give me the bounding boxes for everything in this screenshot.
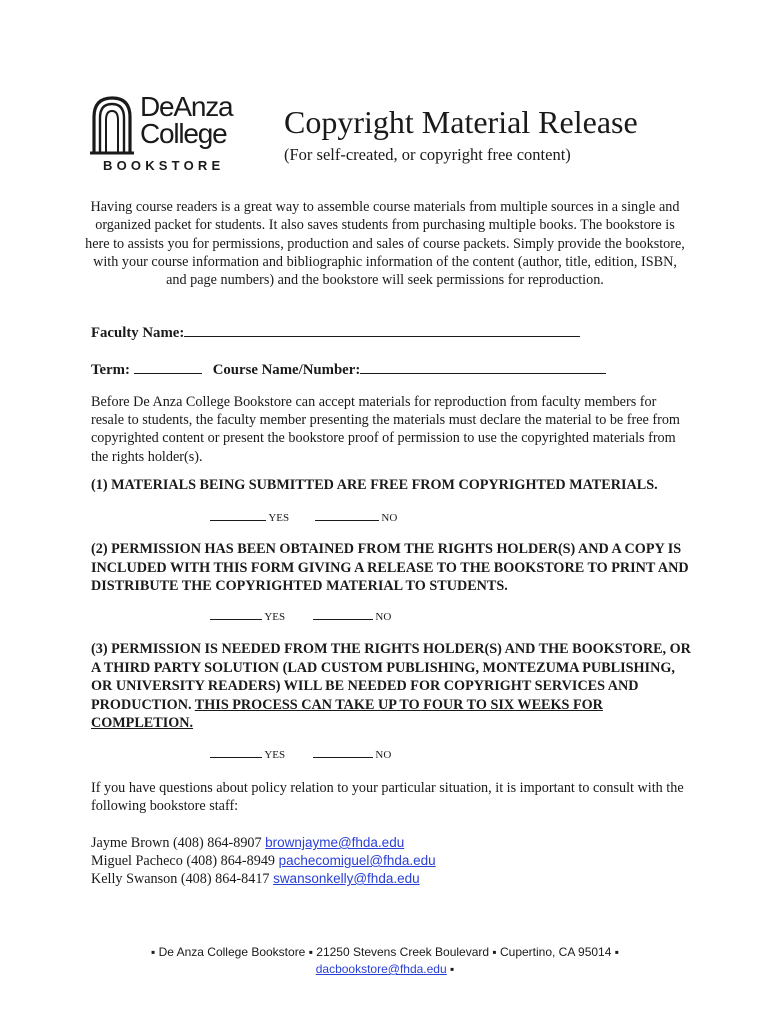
section-2-no-label: NO	[375, 611, 392, 623]
term-field[interactable]	[134, 360, 202, 374]
logo-text-college: College	[140, 118, 227, 149]
section-2-no-field[interactable]	[313, 610, 373, 620]
section-3-no-label: NO	[375, 749, 392, 761]
term-label: Term:	[91, 362, 130, 378]
section-3-emphasis: THIS PROCESS CAN TAKE UP TO FOUR TO SIX WEEKS FOR COMPLETION.	[91, 696, 603, 731]
staff-contact-row	[91, 834, 404, 852]
section-3-statement	[91, 640, 691, 733]
footer-email-link[interactable]: dacbookstore@fhda.edu	[315, 962, 447, 976]
logo-text-deanza: DeAnza	[140, 91, 233, 122]
section-3-text: (3) PERMISSION IS NEEDED FROM THE RIGHTS HOLDER(S) AND THE BOOKSTORE, OR A THIRD PARTY SOLUTION (LAD CUSTOM PUBLISHING, MONTEZUMA PUBLISHING, OR UNIVERSITY READERS) WILL BE NEEDED FOR COPYRIGHT SERVICES AND PRODUCTION.	[91, 641, 691, 713]
section-1-yes-label: YES	[268, 512, 290, 524]
footer-bullet: ▪	[446, 962, 455, 976]
archway-icon	[90, 95, 134, 155]
section-1-yes-no	[210, 511, 397, 524]
staff-name-phone: Miguel Pacheco (408) 864-8949	[91, 853, 279, 869]
course-field[interactable]	[360, 360, 606, 374]
page-subtitle: (For self-created, or copyright free content)	[284, 145, 571, 164]
page-title: Copyright Material Release	[284, 104, 638, 140]
footer-email-row	[0, 961, 770, 978]
policy-paragraph: Before De Anza College Bookstore can accept materials for reproduction from faculty members for resale to students, the faculty member presenting the materials must declare the material to be free from copyrighted content or present the bookstore proof of permission to use the copyrighted materials from the rights holder(s).	[91, 394, 680, 465]
staff-name-phone: Jayme Brown (408) 864-8907	[91, 835, 266, 851]
section-1-no-label: NO	[381, 512, 398, 524]
section-3-yes-no	[210, 748, 391, 761]
staff-email-link[interactable]: pachecomiguel@fhda.edu	[278, 853, 436, 868]
section-2-yes-label: YES	[264, 611, 286, 623]
staff-contact-row	[91, 870, 420, 888]
section-2-statement: (2) PERMISSION HAS BEEN OBTAINED FROM THE RIGHTS HOLDER(S) AND A COPY IS INCLUDED WITH THIS FORM GIVING A RELEASE TO THE BOOKSTORE TO PRINT AND DISTRIBUTE THE COPYRIGHTED MATERIAL TO STUDENTS.	[91, 541, 689, 594]
section-1-yes-field[interactable]	[210, 511, 266, 521]
page-footer	[0, 944, 770, 978]
section-1-statement: (1) MATERIALS BEING SUBMITTED ARE FREE FROM COPYRIGHTED MATERIALS.	[91, 477, 658, 493]
faculty-name-label: Faculty Name:	[91, 325, 185, 341]
course-label: Course Name/Number:	[212, 362, 361, 378]
term-course-row	[91, 360, 606, 379]
section-1-no-field[interactable]	[315, 511, 379, 521]
footer-address: ▪ De Anza College Bookstore ▪ 21250 Stevens Creek Boulevard ▪ Cupertino, CA 95014 ▪	[151, 945, 619, 959]
logo-text-bookstore: BOOKSTORE	[103, 158, 225, 173]
section-3-no-field[interactable]	[313, 748, 373, 758]
staff-email-link[interactable]: brownjayme@fhda.edu	[265, 835, 405, 850]
de-anza-college-bookstore-logo	[90, 91, 250, 175]
staff-email-link[interactable]: swansonkelly@fhda.edu	[273, 871, 420, 886]
staff-contact-row	[91, 852, 436, 870]
faculty-name-row	[91, 323, 580, 342]
section-2-yes-no	[210, 610, 391, 623]
intro-paragraph: Having course readers is a great way to assemble course materials from multiple sources in a single and organized packet for students. It also saves students from purchasing multiple books. The bookstore is here to assists you for permissions, production and sales of course packets. Simply provide the bookstore, with your course information and bibliographic information of the content (author, title, edition, ISBN, and page numbers) and the bookstore will seek permissions for reproduction.	[85, 199, 685, 289]
section-2-yes-field[interactable]	[210, 610, 262, 620]
questions-paragraph: If you have questions about policy relation to your particular situation, it is important to consult with the following bookstore staff:	[91, 780, 684, 815]
section-3-yes-field[interactable]	[210, 748, 262, 758]
staff-name-phone: Kelly Swanson (408) 864-8417	[91, 871, 274, 887]
faculty-name-field[interactable]	[184, 323, 580, 337]
section-3-yes-label: YES	[264, 749, 286, 761]
